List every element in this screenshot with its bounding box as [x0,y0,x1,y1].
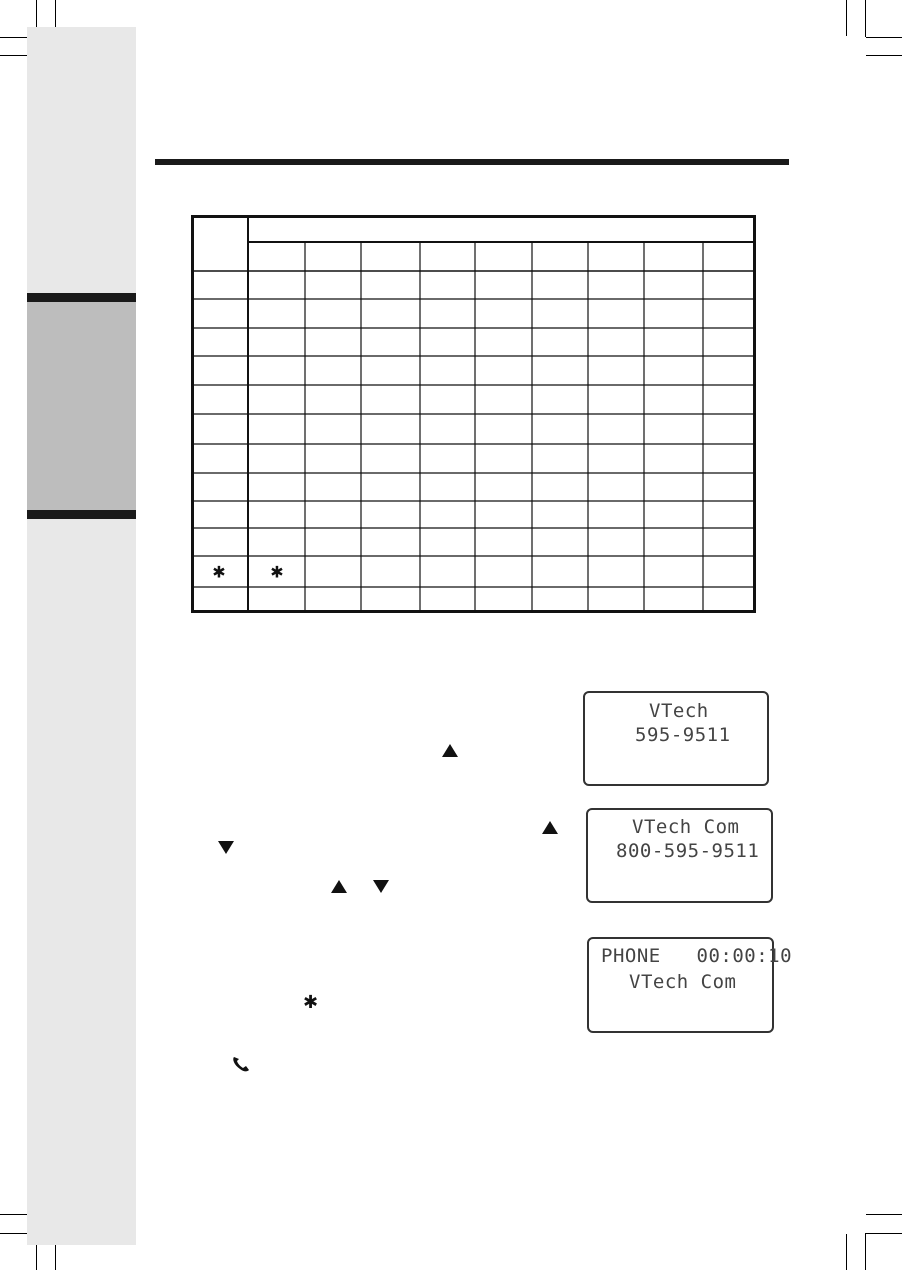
crop-mark [846,1234,847,1270]
character-chart-grid [191,215,756,613]
lcd-line-1: VTech [649,700,709,722]
character-chart-table [191,215,756,613]
crop-mark [865,1233,866,1270]
crop-mark [865,0,866,37]
down-arrow-icon [373,880,389,893]
header-rule [155,159,789,165]
phone-handset-svg [231,1055,251,1073]
section-tab [27,293,136,519]
up-arrow-icon [442,744,458,757]
star-key-cell: ✱ [212,562,226,582]
star-key-icon: ✱ [303,992,319,1013]
crop-mark [866,1214,902,1215]
section-tab-border-top [27,293,136,302]
lcd-display-1 [583,691,769,786]
up-arrow-icon [331,880,347,893]
up-arrow-icon [542,821,558,834]
down-arrow-icon [218,841,234,854]
lcd-line-1: VTech Com [632,816,740,838]
crop-mark [866,37,902,38]
crop-mark [846,0,847,36]
section-tab-border-bottom [27,510,136,519]
lcd-line-2: 595-9511 [635,724,731,746]
lcd-display-3 [587,937,793,1033]
crop-mark [866,55,902,56]
lcd-line-2: 800-595-9511 [616,840,760,862]
star-char-cell: ✱ [270,562,284,582]
lcd-line-1: PHONE 00:00:10 [601,945,793,967]
lcd-line-2: VTech Com [629,971,737,993]
crop-mark [866,1233,902,1234]
lcd-display-2 [586,808,773,903]
side-band [27,27,136,1245]
phone-handset-icon [231,1055,251,1077]
